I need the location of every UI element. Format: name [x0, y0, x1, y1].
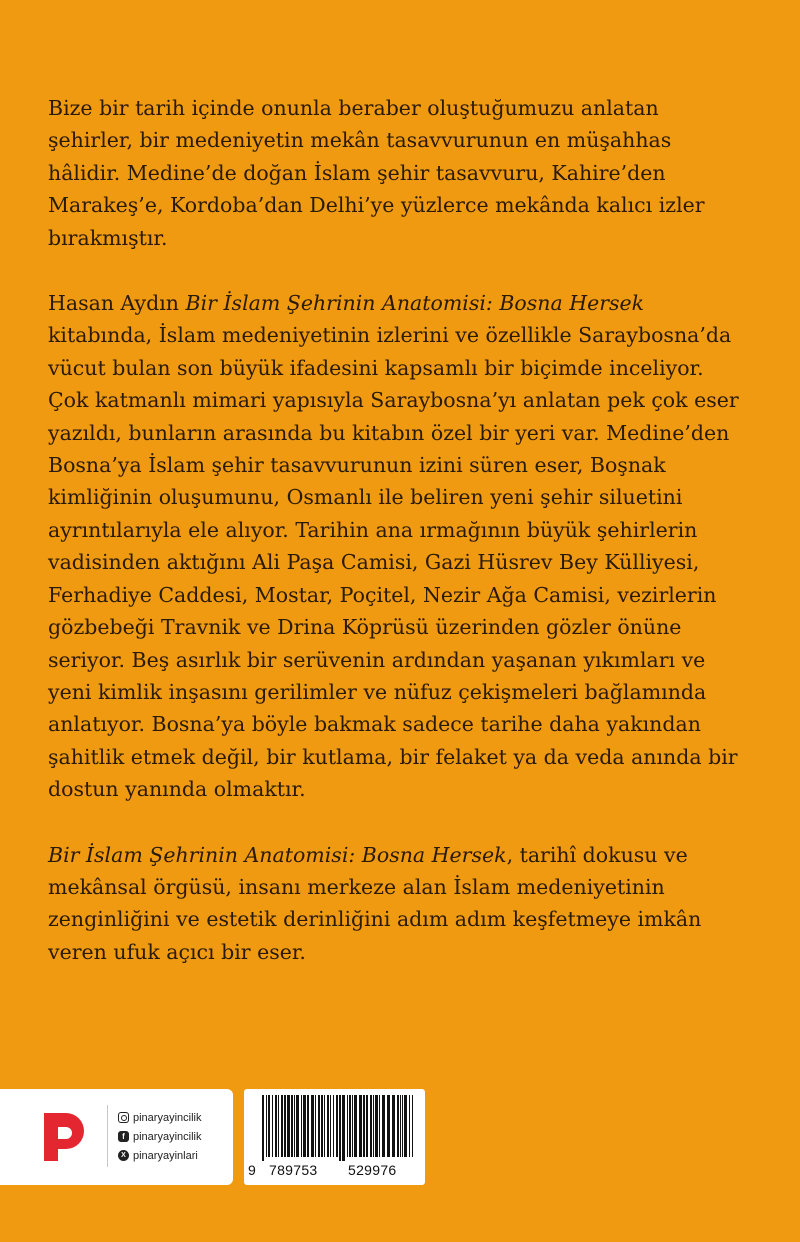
- blurb-text: , tarihî dokusu ve mekânsal örgüsü, insanı merkeze alan İslam medeniyetinin zenginliğini ve estetik derinliğini adım adım keşfetmeye imkân veren ufuk açıcı bir eser.: [48, 842, 702, 964]
- x-handle: pinaryayinlari: [133, 1149, 198, 1162]
- facebook-icon: f: [118, 1131, 129, 1142]
- isbn-barcode: [244, 1089, 425, 1185]
- pinar-logo-icon: [38, 1109, 90, 1165]
- barcode-digit-group-1: 789753: [269, 1162, 318, 1178]
- blurb-text: kitabında, İslam medeniyetinin izlerini ve özellikle Saraybosna’da vücut bulan son büyük ifadesini kapsamlı bir biçimde inceliyor. Çok katmanlı mimari yapısıyla Saraybosna’yı anlatan pek çok eser yazıldı, bunların arasında bu kitabın özel bir yeri var. Medine’den Bosna’ya İslam şehir tasavvurunun izini süren eser, Boşnak kimliğinin oluşumunu, Osmanlı ile beliren yeni şehir siluetini ayrıntılarıyla ele alıyor. Tarihin ana ırmağının büyük şehirlerin vadisinden aktığını Ali Paşa Camisi, Gazi Hüsrev Bey Külliyesi, Ferhadiye Caddesi, Mostar, Poçitel, Nezir Ağa Camisi, vezirlerin gözbebeği Travnik ve Drina Köprüsü üzerinden gözler önüne seriyor. Beş asırlık bir serüvenin ardından yaşanan yıkımları ve yeni kimlik inşasını gerilimler ve nüfuz çekişmeleri bağlamında anlatıyor. Bosna’ya böyle bakmak sadece tarihe daha yakından şahitlik etmek değil, bir kutlama, bir felaket ya da veda anında bir dostun yanında olmaktır.: [48, 323, 739, 802]
- blurb-paragraph-3: [48, 839, 748, 969]
- blurb-paragraph-1: [48, 92, 748, 254]
- social-facebook[interactable]: [118, 1127, 201, 1146]
- publisher-info-box: [0, 1089, 233, 1185]
- barcode-digit-first: 9: [248, 1162, 257, 1178]
- book-title-italic: Bir İslam Şehrinin Anatomisi: Bosna Hersek: [48, 842, 507, 867]
- author-name: Hasan Aydın: [48, 291, 186, 316]
- blurb-paragraph-2: [48, 287, 748, 806]
- instagram-icon: [118, 1112, 129, 1123]
- divider: [107, 1105, 108, 1167]
- x-icon: X: [118, 1150, 129, 1161]
- social-instagram[interactable]: [118, 1108, 201, 1127]
- social-x[interactable]: [118, 1146, 201, 1165]
- back-cover-blurb: [48, 92, 748, 1001]
- barcode-digit-group-2: 529976: [348, 1162, 397, 1178]
- social-links: [118, 1108, 201, 1165]
- barcode-bars: [250, 1095, 419, 1161]
- book-title-italic: Bir İslam Şehrinin Anatomisi: Bosna Hersek: [185, 291, 645, 316]
- facebook-handle: pinaryayincilik: [133, 1130, 202, 1143]
- instagram-handle: pinaryayincilik: [133, 1111, 202, 1124]
- blurb-text: Bize bir tarih içinde onunla beraber oluştuğumuzu anlatan şehirler, bir medeniyetin mekân tasavvurunun en müşahhas hâlidir. Medine’de doğan İslam şehir tasavvuru, Kahire’den Marakeş’e, Kordoba’dan Delhi’ye yüzlerce mekânda kalıcı izler bırakmıştır.: [48, 96, 705, 250]
